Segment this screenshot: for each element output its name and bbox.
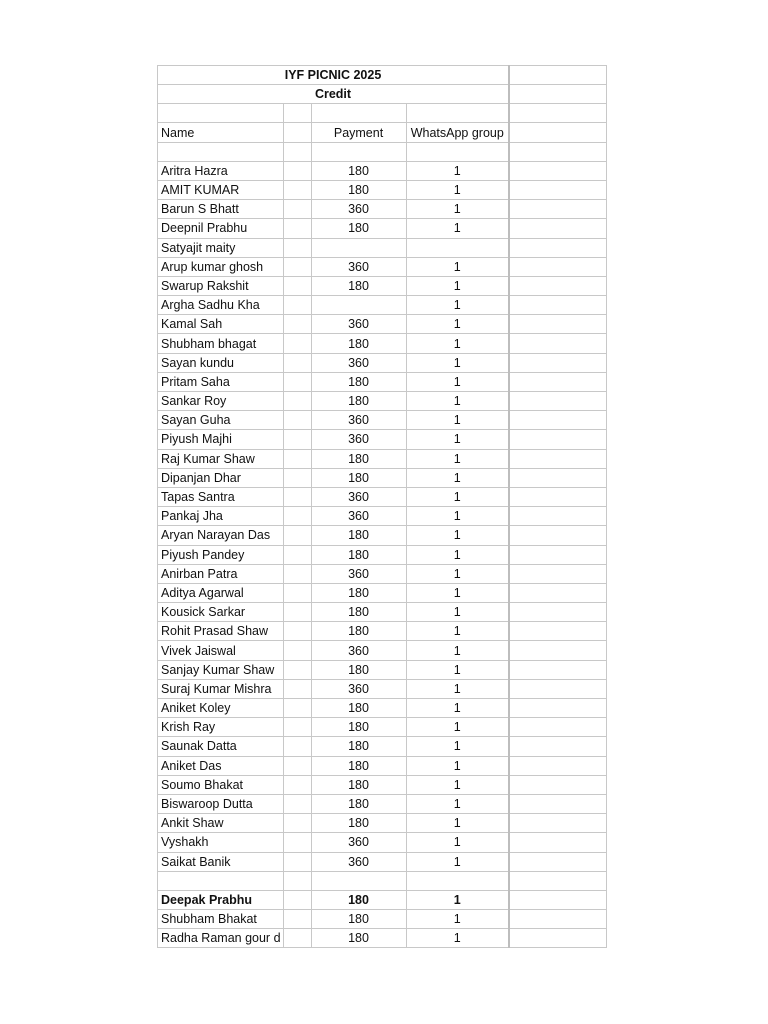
table-row: [158, 545, 607, 564]
blank-row: [158, 104, 607, 123]
sheet-subtitle[interactable]: Credit: [158, 85, 510, 104]
title-row: [158, 66, 607, 85]
table-row: [158, 257, 607, 276]
whatsapp-cell[interactable]: 1: [406, 161, 509, 180]
empty-cell[interactable]: [509, 507, 606, 526]
payment-cell[interactable]: 180: [311, 603, 406, 622]
table-row: [158, 718, 607, 737]
empty-cell[interactable]: [283, 622, 311, 641]
table-row: [158, 622, 607, 641]
payment-cell[interactable]: 180: [311, 756, 406, 775]
name-cell[interactable]: Vyshakh: [158, 833, 284, 852]
empty-cell[interactable]: [509, 238, 606, 257]
name-cell[interactable]: Pankaj Jha: [158, 507, 284, 526]
table-row: [158, 487, 607, 506]
table-row: [158, 411, 607, 430]
name-cell[interactable]: Kamal Sah: [158, 315, 284, 334]
whatsapp-cell[interactable]: 1: [406, 411, 509, 430]
empty-cell[interactable]: [158, 871, 284, 890]
empty-cell[interactable]: [283, 296, 311, 315]
name-cell[interactable]: Anirban Patra: [158, 564, 284, 583]
name-cell[interactable]: Barun S Bhatt: [158, 200, 284, 219]
table-row: [158, 775, 607, 794]
empty-cell[interactable]: [283, 660, 311, 679]
whatsapp-cell[interactable]: 1: [406, 468, 509, 487]
empty-cell[interactable]: [283, 794, 311, 813]
empty-cell[interactable]: [509, 315, 606, 334]
payment-cell[interactable]: 180: [311, 737, 406, 756]
empty-cell[interactable]: [283, 468, 311, 487]
empty-cell[interactable]: [509, 641, 606, 660]
subtitle-row: [158, 85, 607, 104]
whatsapp-cell[interactable]: 1: [406, 449, 509, 468]
whatsapp-cell[interactable]: 1: [406, 315, 509, 334]
name-cell[interactable]: Ankit Shaw: [158, 814, 284, 833]
empty-cell[interactable]: [283, 737, 311, 756]
whatsapp-cell[interactable]: 1: [406, 814, 509, 833]
payment-cell[interactable]: 360: [311, 641, 406, 660]
payment-cell[interactable]: 180: [311, 718, 406, 737]
empty-cell[interactable]: [283, 756, 311, 775]
empty-cell[interactable]: [509, 871, 606, 890]
empty-cell[interactable]: [406, 142, 509, 161]
empty-cell[interactable]: [158, 104, 284, 123]
whatsapp-cell[interactable]: 1: [406, 775, 509, 794]
empty-cell[interactable]: [283, 833, 311, 852]
payment-cell[interactable]: 180: [311, 929, 406, 948]
empty-cell[interactable]: [509, 411, 606, 430]
empty-cell[interactable]: [509, 161, 606, 180]
empty-cell[interactable]: [283, 334, 311, 353]
empty-cell[interactable]: [283, 315, 311, 334]
payment-cell[interactable]: 360: [311, 679, 406, 698]
table-row: [158, 641, 607, 660]
table-row: [158, 699, 607, 718]
empty-cell[interactable]: [283, 583, 311, 602]
whatsapp-cell[interactable]: 1: [406, 487, 509, 506]
name-cell[interactable]: Aniket Das: [158, 756, 284, 775]
name-cell[interactable]: Saikat Banik: [158, 852, 284, 871]
table-row: [158, 583, 607, 602]
whatsapp-cell[interactable]: 1: [406, 699, 509, 718]
payment-cell[interactable]: 180: [311, 583, 406, 602]
table-row: [158, 737, 607, 756]
empty-cell[interactable]: [283, 219, 311, 238]
whatsapp-cell[interactable]: 1: [406, 564, 509, 583]
whatsapp-cell[interactable]: 1: [406, 679, 509, 698]
name-cell[interactable]: Deepnil Prabhu: [158, 219, 284, 238]
table-row: [158, 814, 607, 833]
whatsapp-cell[interactable]: 1: [406, 180, 509, 199]
whatsapp-cell[interactable]: 1: [406, 718, 509, 737]
empty-cell[interactable]: [283, 871, 311, 890]
empty-cell[interactable]: [509, 679, 606, 698]
name-cell[interactable]: Aniket Koley: [158, 699, 284, 718]
payment-cell[interactable]: 360: [311, 430, 406, 449]
table-row: [158, 353, 607, 372]
table-row: [158, 430, 607, 449]
empty-cell[interactable]: [509, 890, 606, 909]
name-cell[interactable]: Dipanjan Dhar: [158, 468, 284, 487]
name-cell[interactable]: Saunak Datta: [158, 737, 284, 756]
payment-cell[interactable]: 180: [311, 890, 406, 909]
table-row: [158, 296, 607, 315]
empty-cell[interactable]: [283, 929, 311, 948]
name-cell[interactable]: Piyush Majhi: [158, 430, 284, 449]
payment-cell[interactable]: 180: [311, 161, 406, 180]
empty-cell[interactable]: [283, 104, 311, 123]
header-whatsapp[interactable]: WhatsApp group: [406, 123, 509, 142]
whatsapp-cell[interactable]: 1: [406, 296, 509, 315]
whatsapp-cell[interactable]: 1: [406, 794, 509, 813]
whatsapp-cell[interactable]: 1: [406, 660, 509, 679]
whatsapp-cell[interactable]: 1: [406, 833, 509, 852]
payment-cell[interactable]: 180: [311, 526, 406, 545]
whatsapp-cell[interactable]: 1: [406, 392, 509, 411]
payment-cell[interactable]: 180: [311, 794, 406, 813]
name-cell[interactable]: Sankar Roy: [158, 392, 284, 411]
name-cell[interactable]: Rohit Prasad Shaw: [158, 622, 284, 641]
table-row: [158, 852, 607, 871]
name-cell[interactable]: Aryan Narayan Das: [158, 526, 284, 545]
payment-cell[interactable]: 180: [311, 545, 406, 564]
name-cell[interactable]: Suraj Kumar Mishra: [158, 679, 284, 698]
whatsapp-cell[interactable]: 1: [406, 334, 509, 353]
name-cell[interactable]: Shubham bhagat: [158, 334, 284, 353]
blank-row: [158, 871, 607, 890]
empty-cell[interactable]: [509, 104, 606, 123]
empty-cell[interactable]: [509, 622, 606, 641]
table-row: [158, 392, 607, 411]
name-cell[interactable]: Sayan kundu: [158, 353, 284, 372]
empty-cell[interactable]: [509, 660, 606, 679]
name-cell[interactable]: Arup kumar ghosh: [158, 257, 284, 276]
empty-cell[interactable]: [509, 775, 606, 794]
empty-cell[interactable]: [509, 910, 606, 929]
empty-cell[interactable]: [509, 123, 606, 142]
empty-cell[interactable]: [283, 718, 311, 737]
empty-cell[interactable]: [283, 161, 311, 180]
blank-row: [158, 142, 607, 161]
whatsapp-cell[interactable]: 1: [406, 910, 509, 929]
table-row: [158, 468, 607, 487]
payment-cell[interactable]: 180: [311, 180, 406, 199]
empty-cell[interactable]: [509, 85, 606, 104]
empty-cell[interactable]: [283, 852, 311, 871]
name-cell[interactable]: Swarup Rakshit: [158, 276, 284, 295]
table-row: [158, 507, 607, 526]
empty-cell[interactable]: [509, 219, 606, 238]
empty-cell[interactable]: [406, 871, 509, 890]
table-row: [158, 910, 607, 929]
table-row: [158, 372, 607, 391]
empty-cell[interactable]: [509, 545, 606, 564]
name-cell[interactable]: Sanjay Kumar Shaw: [158, 660, 284, 679]
payment-cell[interactable]: 180: [311, 219, 406, 238]
empty-cell[interactable]: [509, 603, 606, 622]
whatsapp-cell[interactable]: 1: [406, 852, 509, 871]
table-row: [158, 276, 607, 295]
name-cell[interactable]: Aditya Agarwal: [158, 583, 284, 602]
table-row: [158, 603, 607, 622]
payment-cell[interactable]: 360: [311, 200, 406, 219]
whatsapp-cell[interactable]: 1: [406, 276, 509, 295]
whatsapp-cell[interactable]: 1: [406, 929, 509, 948]
whatsapp-cell[interactable]: 1: [406, 507, 509, 526]
payment-cell[interactable]: 360: [311, 564, 406, 583]
table-row: [158, 449, 607, 468]
empty-cell[interactable]: [406, 104, 509, 123]
empty-cell[interactable]: [509, 583, 606, 602]
payment-cell[interactable]: 180: [311, 699, 406, 718]
empty-cell[interactable]: [509, 468, 606, 487]
empty-cell[interactable]: [509, 564, 606, 583]
payment-cell[interactable]: [311, 296, 406, 315]
payment-cell[interactable]: 360: [311, 411, 406, 430]
whatsapp-cell[interactable]: 1: [406, 603, 509, 622]
name-cell[interactable]: Raj Kumar Shaw: [158, 449, 284, 468]
sheet-title[interactable]: IYF PICNIC 2025: [158, 66, 510, 85]
empty-cell[interactable]: [283, 679, 311, 698]
empty-cell[interactable]: [509, 487, 606, 506]
empty-cell[interactable]: [283, 507, 311, 526]
empty-cell[interactable]: [283, 564, 311, 583]
whatsapp-cell[interactable]: 1: [406, 372, 509, 391]
table-row: [158, 890, 607, 909]
empty-cell[interactable]: [509, 180, 606, 199]
whatsapp-cell[interactable]: 1: [406, 737, 509, 756]
name-cell[interactable]: Deepak Prabhu: [158, 890, 284, 909]
whatsapp-cell[interactable]: 1: [406, 641, 509, 660]
empty-cell[interactable]: [509, 718, 606, 737]
empty-cell[interactable]: [283, 180, 311, 199]
empty-cell[interactable]: [283, 449, 311, 468]
payment-cell[interactable]: 180: [311, 449, 406, 468]
payment-cell[interactable]: 360: [311, 257, 406, 276]
payment-cell[interactable]: 180: [311, 392, 406, 411]
whatsapp-cell[interactable]: 1: [406, 622, 509, 641]
empty-cell[interactable]: [509, 257, 606, 276]
name-cell[interactable]: Aritra Hazra: [158, 161, 284, 180]
empty-cell[interactable]: [283, 257, 311, 276]
whatsapp-cell[interactable]: 1: [406, 353, 509, 372]
empty-cell[interactable]: [509, 276, 606, 295]
name-cell[interactable]: Soumo Bhakat: [158, 775, 284, 794]
table-row: [158, 929, 607, 948]
name-cell[interactable]: Argha Sadhu Kha: [158, 296, 284, 315]
empty-cell[interactable]: [509, 334, 606, 353]
empty-cell[interactable]: [509, 737, 606, 756]
payment-cell[interactable]: 180: [311, 334, 406, 353]
empty-cell[interactable]: [509, 353, 606, 372]
header-name[interactable]: Name: [158, 123, 284, 142]
table-row: [158, 794, 607, 813]
empty-cell[interactable]: [509, 142, 606, 161]
table-row: [158, 180, 607, 199]
table-row: [158, 315, 607, 334]
empty-cell[interactable]: [283, 814, 311, 833]
empty-cell[interactable]: [509, 852, 606, 871]
whatsapp-cell[interactable]: 1: [406, 756, 509, 775]
payment-cell[interactable]: 360: [311, 833, 406, 852]
table-row: [158, 564, 607, 583]
empty-cell[interactable]: [509, 814, 606, 833]
whatsapp-cell[interactable]: 1: [406, 200, 509, 219]
payment-cell[interactable]: 360: [311, 353, 406, 372]
empty-cell[interactable]: [283, 603, 311, 622]
empty-cell[interactable]: [283, 910, 311, 929]
empty-cell[interactable]: [311, 104, 406, 123]
payment-cell[interactable]: 180: [311, 910, 406, 929]
name-cell[interactable]: Vivek Jaiswal: [158, 641, 284, 660]
empty-cell[interactable]: [509, 66, 606, 85]
empty-cell[interactable]: [509, 794, 606, 813]
whatsapp-cell[interactable]: 1: [406, 219, 509, 238]
payment-cell[interactable]: 360: [311, 852, 406, 871]
credit-sheet: [157, 65, 607, 948]
empty-cell[interactable]: [283, 526, 311, 545]
empty-cell[interactable]: [283, 641, 311, 660]
payment-cell[interactable]: 360: [311, 487, 406, 506]
name-cell[interactable]: Sayan Guha: [158, 411, 284, 430]
whatsapp-cell[interactable]: [406, 238, 509, 257]
table-row: [158, 334, 607, 353]
empty-cell[interactable]: [283, 699, 311, 718]
empty-cell[interactable]: [283, 276, 311, 295]
empty-cell[interactable]: [283, 372, 311, 391]
empty-cell[interactable]: [509, 449, 606, 468]
empty-cell[interactable]: [311, 871, 406, 890]
name-cell[interactable]: Piyush Pandey: [158, 545, 284, 564]
payment-cell[interactable]: 180: [311, 468, 406, 487]
table-row: [158, 161, 607, 180]
empty-cell[interactable]: [283, 200, 311, 219]
header-payment[interactable]: Payment: [311, 123, 406, 142]
payment-cell[interactable]: 180: [311, 622, 406, 641]
whatsapp-cell[interactable]: 1: [406, 526, 509, 545]
empty-cell[interactable]: [283, 353, 311, 372]
empty-cell[interactable]: [509, 699, 606, 718]
whatsapp-cell[interactable]: 1: [406, 583, 509, 602]
payment-cell[interactable]: 180: [311, 276, 406, 295]
empty-cell[interactable]: [283, 430, 311, 449]
empty-cell[interactable]: [283, 487, 311, 506]
empty-cell[interactable]: [509, 296, 606, 315]
empty-cell[interactable]: [509, 526, 606, 545]
table-row: [158, 526, 607, 545]
empty-cell[interactable]: [311, 142, 406, 161]
header-row: [158, 123, 607, 142]
table-row: [158, 833, 607, 852]
empty-cell[interactable]: [509, 392, 606, 411]
payment-cell[interactable]: 180: [311, 372, 406, 391]
empty-cell[interactable]: [509, 372, 606, 391]
name-cell[interactable]: Radha Raman gour d: [158, 929, 284, 948]
name-cell[interactable]: Biswaroop Dutta: [158, 794, 284, 813]
empty-cell[interactable]: [509, 756, 606, 775]
name-cell[interactable]: Satyajit maity: [158, 238, 284, 257]
empty-cell[interactable]: [283, 545, 311, 564]
empty-cell[interactable]: [283, 411, 311, 430]
name-cell[interactable]: AMIT KUMAR: [158, 180, 284, 199]
name-cell[interactable]: Kousick Sarkar: [158, 603, 284, 622]
whatsapp-cell[interactable]: 1: [406, 545, 509, 564]
table-row: [158, 660, 607, 679]
table-row: [158, 238, 607, 257]
table-row: [158, 219, 607, 238]
payment-cell[interactable]: 180: [311, 660, 406, 679]
payment-cell[interactable]: 360: [311, 315, 406, 334]
name-cell[interactable]: Krish Ray: [158, 718, 284, 737]
empty-cell[interactable]: [509, 833, 606, 852]
empty-cell[interactable]: [509, 929, 606, 948]
payment-cell[interactable]: 180: [311, 775, 406, 794]
table-row: [158, 756, 607, 775]
table-row: [158, 200, 607, 219]
empty-cell[interactable]: [509, 200, 606, 219]
empty-cell[interactable]: [283, 775, 311, 794]
whatsapp-cell[interactable]: 1: [406, 430, 509, 449]
name-cell[interactable]: Tapas Santra: [158, 487, 284, 506]
payment-cell[interactable]: 360: [311, 507, 406, 526]
empty-cell[interactable]: [283, 123, 311, 142]
name-cell[interactable]: Shubham Bhakat: [158, 910, 284, 929]
empty-cell[interactable]: [283, 392, 311, 411]
whatsapp-cell[interactable]: 1: [406, 890, 509, 909]
whatsapp-cell[interactable]: 1: [406, 257, 509, 276]
empty-cell[interactable]: [158, 142, 284, 161]
empty-cell[interactable]: [283, 142, 311, 161]
empty-cell[interactable]: [509, 430, 606, 449]
empty-cell[interactable]: [283, 890, 311, 909]
empty-cell[interactable]: [283, 238, 311, 257]
payment-cell[interactable]: [311, 238, 406, 257]
table-row: [158, 679, 607, 698]
payment-cell[interactable]: 180: [311, 814, 406, 833]
name-cell[interactable]: Pritam Saha: [158, 372, 284, 391]
